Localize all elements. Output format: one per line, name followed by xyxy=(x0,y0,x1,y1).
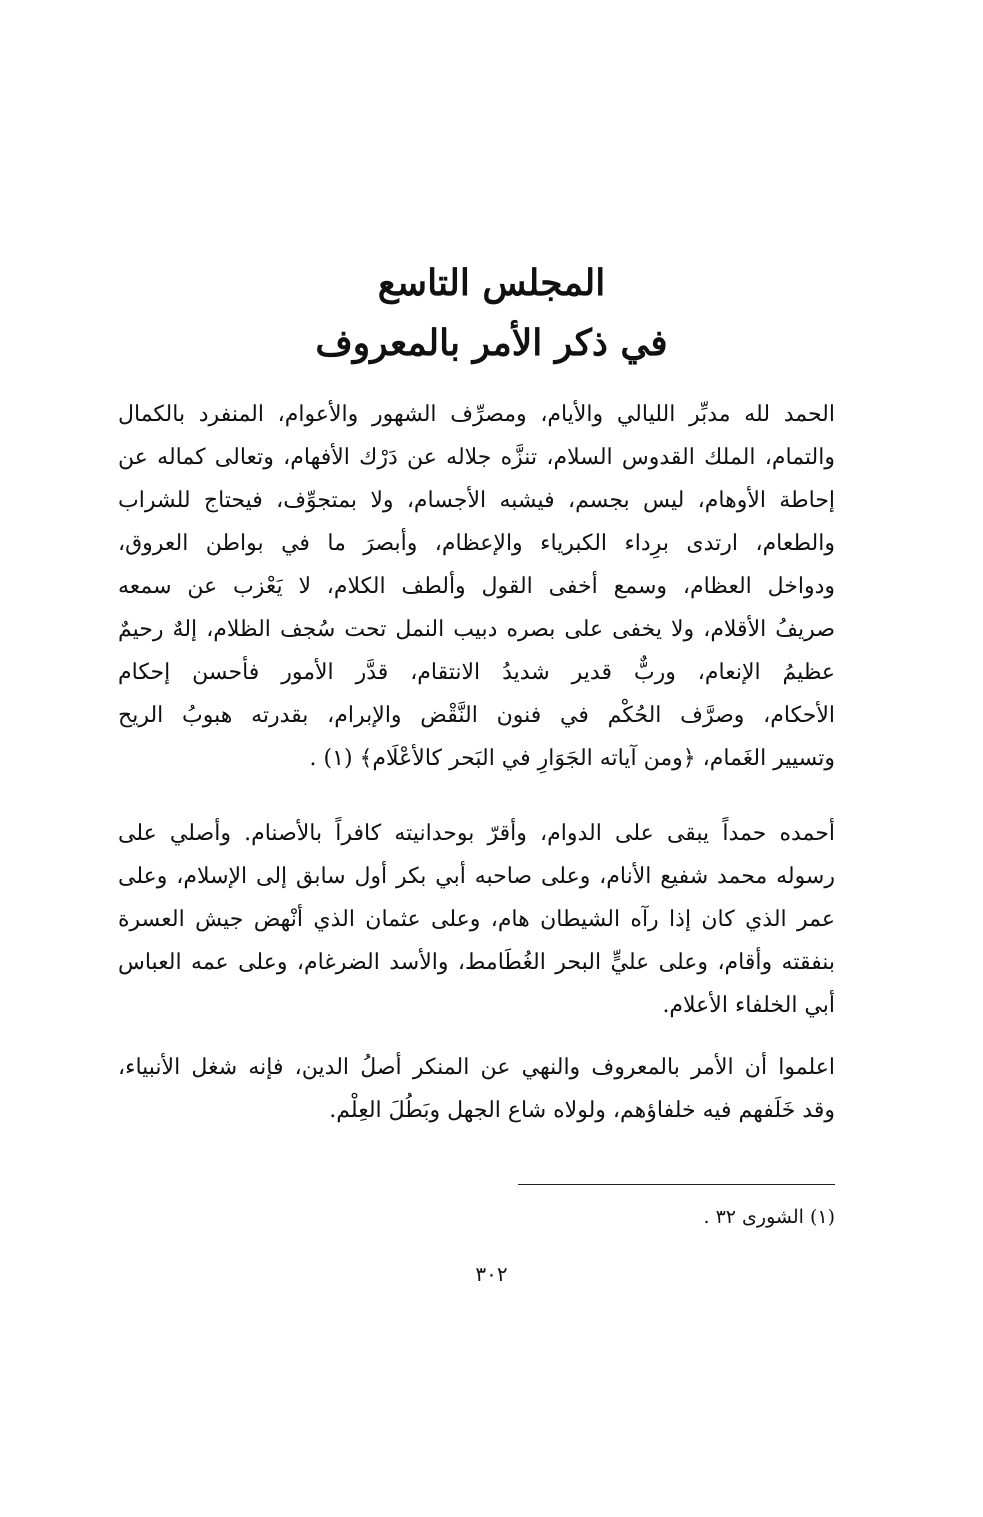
text-line: وقد خَلَفهم فيه خلفاؤهم، ولولاه شاع الجهل وبَطُلَ العِلْم. xyxy=(329,1098,835,1123)
footnote: (١) الشورى ٣٢ . xyxy=(703,1206,835,1228)
text-line: عظيمُ الإنعام، وربٌّ قدير شديدُ الانتقام، قدَّر الأمور فأحسن إحكام xyxy=(118,660,835,685)
text-line: ودواخل العظام، وسمع أخفى القول وألطف الكلام، لا يَعْزب عن سمعه xyxy=(118,574,835,599)
text-line: الحمد لله مدبِّر الليالي والأيام، ومصرِّف الشهور والأعوام، المنفرد بالكمال xyxy=(118,402,835,427)
text-line: صريفُ الأقلام، ولا يخفى على بصره دبيب النمل تحت سُجف الظلام، إلهٌ رحيمٌ xyxy=(118,617,835,642)
chapter-title: المجلس التاسع xyxy=(377,262,606,304)
text-line: إحاطة الأوهام، ليس بجسم، فيشبه الأجسام، ولا بمتجوِّف، فيحتاج للشراب xyxy=(118,488,835,513)
chapter-subtitle: في ذكر الأمر بالمعروف xyxy=(315,322,668,364)
text-line: بنفقته وأقام، وعلى عليٍّ البحر الغُطَامط، والأسد الضرغام، وعلى عمه العباس xyxy=(118,950,835,975)
text-line: رسوله محمد شفيع الأنام، وعلى صاحبه أبي بكر أول سابق إلى الإسلام، وعلى xyxy=(118,864,835,889)
paragraph-2 xyxy=(118,812,835,1027)
text-line: عمر الذي كان إذا رآه الشيطان هام، وعلى عثمان الذي أنْهض جيش العسرة xyxy=(118,907,835,932)
text-line: والطعام، ارتدى برِداء الكبرياء والإعظام، وأبصرَ ما في بواطن العروق، xyxy=(118,531,835,556)
text-line: والتمام، الملك القدوس السلام، تنزَّه جلاله عن دَرْك الأفهام، وتعالى كماله عن xyxy=(118,445,835,470)
text-line: وتسيير الغَمام، ﴿ومن آياته الجَوَارِ في البَحر كالأعْلَام﴾ (١) . xyxy=(309,746,835,771)
paragraph-1 xyxy=(118,393,835,780)
paragraph-3 xyxy=(118,1046,835,1132)
footnote-separator xyxy=(518,1184,835,1185)
text-line: أحمده حمداً يبقى على الدوام، وأقرّ بوحدانيته كافراً بالأصنام. وأصلي على xyxy=(118,821,835,846)
page-number: ٣٠٢ xyxy=(475,1262,508,1286)
text-line: الأحكام، وصرَّف الحُكْم في فنون النَّقْض والإبرام، بقدرته هبوبُ الريح xyxy=(118,703,835,728)
text-line: اعلموا أن الأمر بالمعروف والنهي عن المنكر أصلُ الدين، فإنه شغل الأنبياء، xyxy=(118,1055,836,1080)
text-line: أبي الخلفاء الأعلام. xyxy=(662,993,835,1018)
